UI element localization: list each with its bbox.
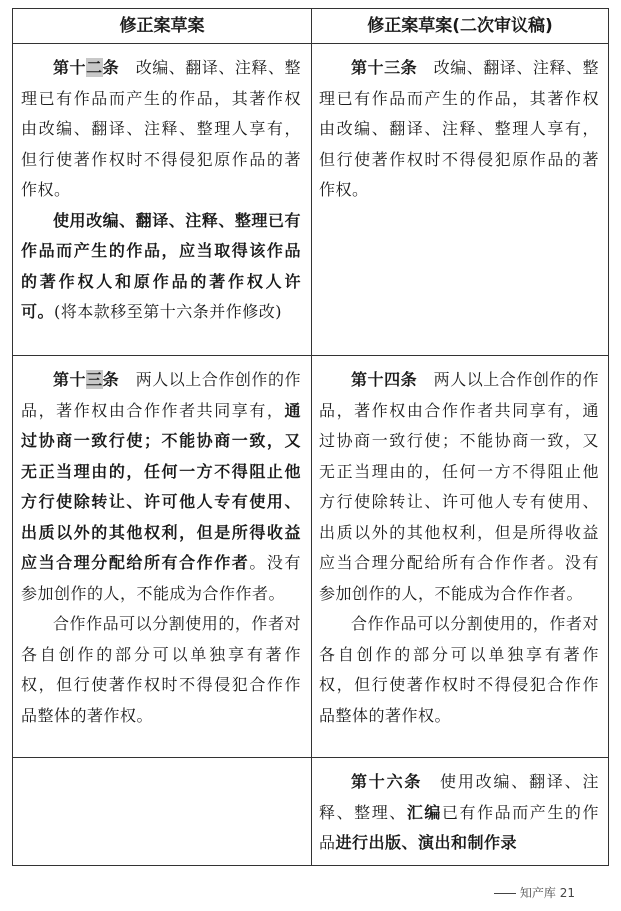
row2-left-cell — [21, 365, 301, 731]
article-number: 第十三条 — [351, 58, 418, 77]
row2-right-cell — [319, 365, 599, 731]
highlighted-digit: 二 — [86, 58, 103, 77]
header-right: 修正案草案(二次审议稿) — [367, 16, 553, 36]
header-left: 修正案草案 — [119, 16, 205, 36]
highlighted-digit: 三 — [86, 370, 103, 389]
row2-left-para1: 第十三条 两人以上合作创作的作品，著作权由合作作者共同享有，通过协商一致行使；不能协商一致，又无正当理由的，任何一方不得阻止他方行使除转让、许可他人专有使用、出质以外的其他权利，但是所得收益应当合理分配给所有合作作者。没有参加创作的人，不能成为合作作者。 — [21, 370, 301, 603]
row1-left-cell — [21, 53, 301, 328]
row3-right-para1: 第十六条 使用改编、翻译、注释、整理、汇编已有作品而产生的作品进行出版、演出和制作录 — [319, 772, 599, 852]
editor-note: (将本款移至第十六条并作修改) — [54, 302, 283, 321]
footer-dash — [494, 893, 516, 894]
bold-provision: 通过协商一致行使；不能协商一致，又无正当理由的，任何一方不得阻止他方行使除转让、许可他人专有使用、出质以外的其他权利，但是所得收益应当合理分配给所有合作作者 — [21, 400, 301, 572]
article-text: 改编、翻译、注释、整理已有作品而产生的作品，其著作权由改编、翻译、注释、整理人享有，但行使著作权时不得侵犯原作品的著作权。 — [319, 58, 599, 199]
header-divider — [13, 43, 608, 44]
watermark: 知产库 — [519, 886, 556, 900]
bold-provision: 使用改编、翻译、注释、整理已有作品而产生的作品，应当取得该作品的著作权人和原作品的著作权人许可。 — [21, 210, 301, 321]
row-divider-2 — [13, 757, 608, 758]
row2-left-para2: 合作作品可以分割使用的，作者对各自创作的部分可以单独享有著作权，但行使著作权时不得侵犯合作作品整体的著作权。 — [21, 614, 301, 725]
article-number: 第十六条 — [351, 772, 423, 791]
row1-left-para1 — [21, 53, 301, 206]
row2-right-para2: 合作作品可以分割使用的，作者对各自创作的部分可以单独享有著作权，但行使著作权时不得侵犯合作作品整体的著作权。 — [319, 614, 599, 725]
row2-right-para1 — [319, 365, 599, 609]
article-text: 两人以上合作创作的作品，著作权由合作作者共同享有，通过协商一致行使；不能协商一致，又无正当理由的，任何一方不得阻止他方行使除转让、许可他人专有使用、出质以外的其他权利，但是所得收益应当合理分配给所有合作作者。没有参加创作的人，不能成为合作作者。 — [319, 370, 599, 603]
article-number: 第十四条 — [351, 370, 418, 389]
page-number: 21 — [559, 886, 575, 900]
article-number: 第十二条 — [53, 58, 120, 77]
row1-right-para1 — [319, 53, 599, 206]
row1-right-cell — [319, 53, 599, 206]
article-text: 改编、翻译、注释、整理已有作品而产生的作品，其著作权由改编、翻译、注释、整理人享有，但行使著作权时不得侵犯原作品的著作权。 — [21, 58, 301, 199]
article-number: 第十三条 — [53, 370, 120, 389]
row3-right-cell — [319, 767, 599, 859]
row-divider-1 — [13, 355, 608, 356]
bold-addition: 汇编 — [406, 802, 442, 822]
comparison-table — [12, 8, 609, 866]
column-divider — [311, 9, 312, 865]
page-footer — [494, 884, 575, 901]
row1-left-para2 — [21, 206, 301, 328]
bold-addition: 进行出版、演出和制作录 — [335, 833, 518, 852]
